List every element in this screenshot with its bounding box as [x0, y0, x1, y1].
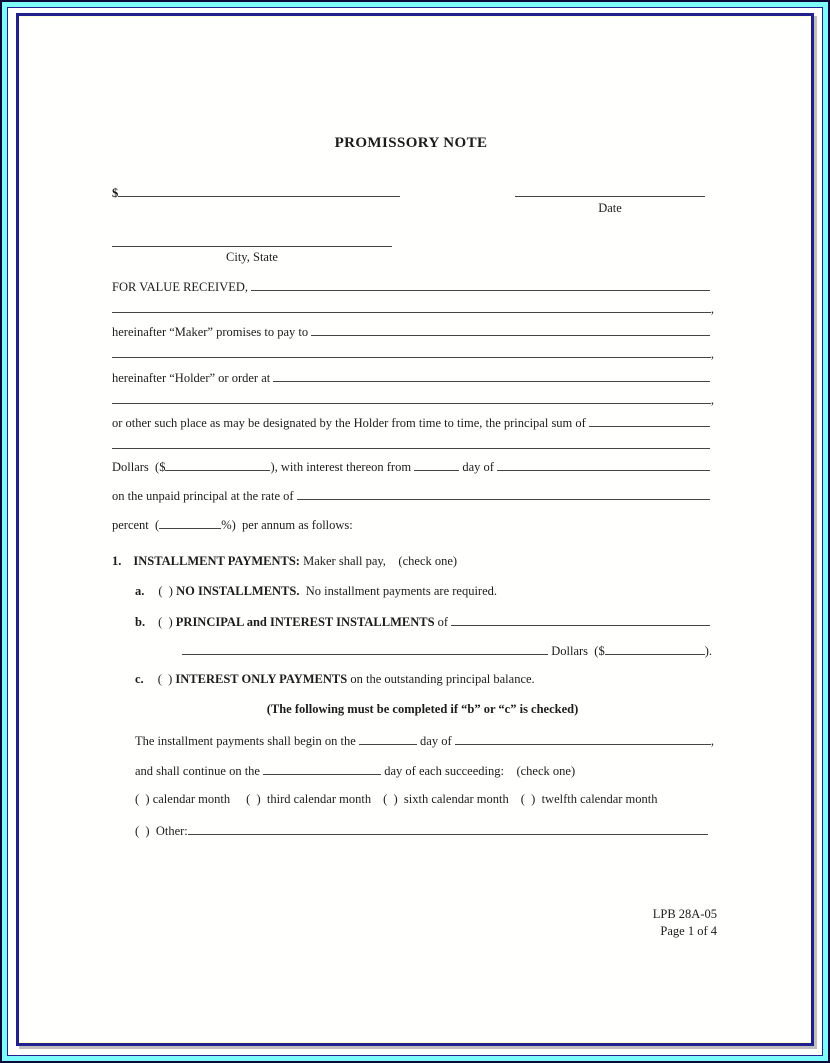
- spacer: [121, 564, 133, 565]
- text: day of each succeeding: (check one): [381, 764, 576, 778]
- for-value-received-row: [112, 277, 710, 296]
- text: ,: [710, 347, 714, 361]
- continue-date-row: [135, 761, 710, 780]
- installment-amount-field[interactable]: [605, 641, 705, 655]
- option-letter: a.: [135, 584, 145, 598]
- checkbox-other[interactable]: ( ) Other:: [135, 824, 188, 838]
- maker-name-field[interactable]: [251, 277, 710, 291]
- spacer: [145, 625, 158, 626]
- promises-to-pay-row: [112, 322, 710, 341]
- city-state-label-row: [112, 249, 392, 266]
- payee-name-field-2[interactable]: [112, 344, 711, 358]
- option-b-label: PRINCIPAL and INTEREST INSTALLMENTS: [175, 615, 435, 629]
- installment-amount-words-field[interactable]: [451, 612, 710, 626]
- text: No installment payments are required.: [299, 584, 498, 598]
- payee-continuation-line: [112, 344, 714, 363]
- option-a-row: [135, 583, 710, 600]
- spacer: [230, 802, 246, 803]
- text: ).: [704, 644, 712, 658]
- text: of: [434, 615, 452, 629]
- text: or other such place as may be designated by the Holder from time to time, the principal sum of: [112, 416, 589, 430]
- interest-start-month-field[interactable]: [497, 457, 710, 471]
- city-state-label: City, State: [226, 250, 278, 264]
- text: FOR VALUE RECEIVED,: [112, 280, 252, 294]
- city-state-field[interactable]: [112, 233, 392, 247]
- holder-order-row: [112, 368, 710, 387]
- dollars-interest-row: [112, 457, 710, 476]
- rate-words-field[interactable]: [297, 486, 710, 500]
- amount-field[interactable]: [118, 183, 400, 197]
- footer-page-number: Page 1 of 4: [660, 924, 717, 938]
- text: ,: [710, 393, 714, 407]
- text: day of: [459, 460, 498, 474]
- spacer: [144, 682, 158, 683]
- section-heading: INSTALLMENT PAYMENTS:: [133, 554, 300, 568]
- principal-amount-field[interactable]: [165, 457, 270, 471]
- date-field[interactable]: [515, 183, 705, 197]
- title-text: PROMISSORY NOTE: [334, 135, 488, 151]
- checkbox-b[interactable]: ( ): [158, 615, 176, 629]
- spacer: [144, 594, 158, 595]
- date-blank-row: [515, 183, 705, 197]
- interest-start-day-field[interactable]: [414, 457, 459, 471]
- spacer: [509, 802, 521, 803]
- place-continuation-line: [112, 390, 714, 409]
- footer-page-number-row: [517, 923, 717, 940]
- other-field[interactable]: [188, 821, 708, 835]
- completion-note: (The following must be completed if “b” or “c” is checked): [266, 702, 579, 716]
- text: on the outstanding principal balance.: [347, 672, 535, 686]
- percent-row: [112, 515, 710, 534]
- completion-note-row: [135, 701, 710, 718]
- principal-sum-row: [112, 413, 710, 432]
- payment-place-field-2[interactable]: [112, 390, 711, 404]
- option-letter: b.: [135, 615, 146, 629]
- checkbox-sixth-month[interactable]: ( ) sixth calendar month: [383, 792, 509, 806]
- text: The installment payments shall begin on the: [135, 734, 359, 748]
- checkbox-third-month[interactable]: ( ) third calendar month: [246, 792, 372, 806]
- text: on the unpaid principal at the rate of: [112, 489, 297, 503]
- checkbox-c[interactable]: ( ): [157, 672, 176, 686]
- option-c-row: [135, 671, 710, 688]
- dollar-sign: $: [112, 186, 119, 200]
- text: day of: [416, 734, 455, 748]
- text: ,: [710, 734, 714, 748]
- text: percent (: [112, 518, 160, 532]
- city-state-blank-row: [112, 233, 392, 247]
- maker-continuation-line: [112, 299, 714, 318]
- text: Maker shall pay, (check one): [299, 554, 458, 568]
- text: Dollars ($: [548, 644, 605, 658]
- checkbox-a[interactable]: ( ): [158, 584, 177, 598]
- spacer: [371, 802, 383, 803]
- footer-form-number: LPB 28A-05: [652, 907, 717, 921]
- text: and shall continue on the: [135, 764, 264, 778]
- date-label-row: [515, 200, 705, 217]
- begin-day-field[interactable]: [359, 731, 417, 745]
- maker-name-field-2[interactable]: [112, 299, 711, 313]
- percent-field[interactable]: [159, 515, 221, 529]
- option-letter: c.: [135, 672, 144, 686]
- text: Dollars ($: [112, 460, 166, 474]
- text: %) per annum as follows:: [221, 518, 353, 532]
- checkbox-calendar-month[interactable]: ( ) calendar month: [135, 792, 231, 806]
- principal-continuation-line: [112, 435, 710, 449]
- option-c-label: INTEREST ONLY PAYMENTS: [175, 672, 348, 686]
- date-label: Date: [598, 201, 622, 215]
- option-b-continuation-row: [182, 641, 712, 660]
- begin-date-row: [135, 731, 714, 750]
- text: ), with interest thereon from: [270, 460, 415, 474]
- principal-sum-words-field[interactable]: [589, 413, 710, 427]
- installment-amount-words-field-2[interactable]: [182, 641, 548, 655]
- option-b-row: [135, 612, 710, 631]
- option-a-label: NO INSTALLMENTS.: [176, 584, 300, 598]
- principal-sum-words-field-2[interactable]: [112, 435, 710, 449]
- footer-form-number-row: [517, 906, 717, 923]
- frequency-options-row: [135, 791, 712, 808]
- text: hereinafter “Holder” or order at: [112, 371, 274, 385]
- payment-place-field[interactable]: [273, 368, 710, 382]
- begin-month-field[interactable]: [455, 731, 711, 745]
- amount-row: [112, 183, 400, 202]
- rate-row: [112, 486, 710, 505]
- text: hereinafter “Maker” promises to pay to: [112, 325, 312, 339]
- text: ,: [710, 302, 714, 316]
- document-title: [112, 135, 710, 152]
- installment-payments-heading: [112, 553, 710, 570]
- payee-name-field[interactable]: [311, 322, 710, 336]
- checkbox-twelfth-month[interactable]: ( ) twelfth calendar month: [520, 792, 658, 806]
- item-number: 1.: [112, 554, 122, 568]
- continue-day-field[interactable]: [263, 761, 381, 775]
- other-option-row: [135, 821, 708, 840]
